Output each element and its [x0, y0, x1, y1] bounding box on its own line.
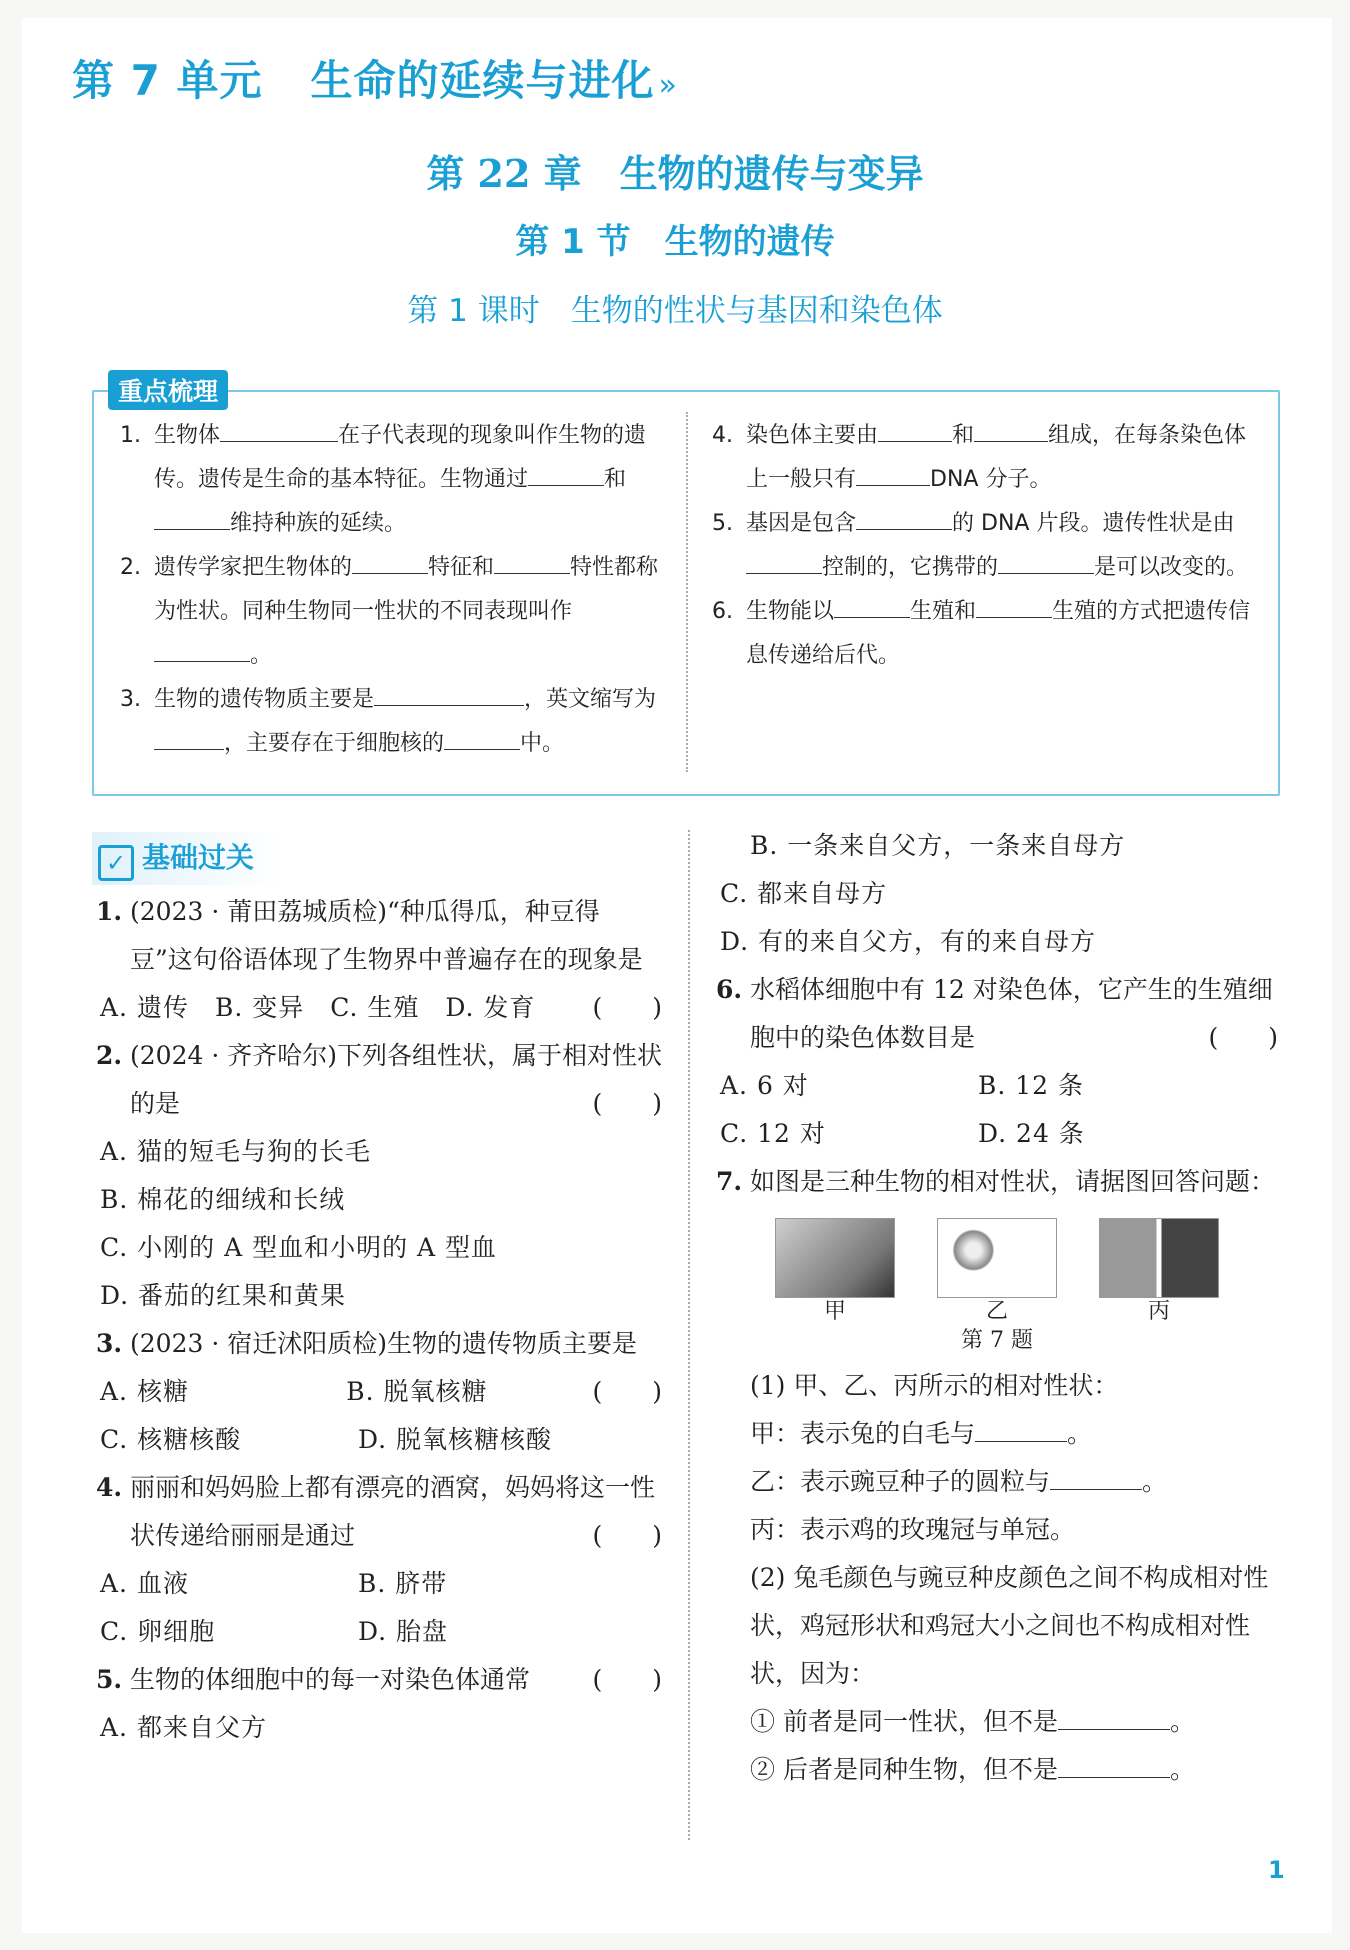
- option-b: B. 脱氧核糖: [346, 1377, 488, 1406]
- key-point-1: 1. 生物体 在子代表现的现象叫作生物的遗传。遗传是生命的基本特征。生物通过 和维持种族的延续。: [120, 414, 660, 546]
- question-7-figures: [716, 1218, 1278, 1326]
- figure-combs: 丙: [1099, 1218, 1219, 1326]
- question-7-part-2: (2) 兔毛颜色与豌豆种皮颜色之间不构成相对性状，鸡冠形状和鸡冠大小之间也不构成相对性状，因为：: [750, 1563, 1269, 1688]
- key-points-right: [712, 414, 1260, 678]
- question-7-part-1: (1) 甲、乙、丙所示的相对性状：: [750, 1371, 1119, 1400]
- blank-line-1: 甲：表示兔的白毛与 。: [716, 1410, 1278, 1458]
- chicken-comb-photo: [1099, 1218, 1219, 1298]
- option-d: D. 脱氧核糖核酸: [358, 1425, 553, 1454]
- page-number: 1: [1268, 1856, 1285, 1884]
- fill-blank[interactable]: [528, 459, 604, 486]
- fill-blank[interactable]: [220, 415, 338, 442]
- fill-blank[interactable]: [746, 547, 822, 574]
- option-d: D. 胎盘: [358, 1617, 449, 1646]
- option-d: D. 番茄的红果和黄果: [100, 1281, 347, 1310]
- question-2: 2. (2024 · 齐齐哈尔)下列各组性状，属于相对性状的是 ( ): [96, 1032, 662, 1128]
- options-ab: [96, 1560, 662, 1608]
- fill-blank[interactable]: [154, 635, 250, 662]
- answer-parens[interactable]: ( ): [592, 993, 662, 1022]
- fill-blank[interactable]: [878, 415, 952, 442]
- double-chevron-icon: »: [658, 68, 678, 103]
- fill-blank[interactable]: [834, 591, 910, 618]
- fill-blank[interactable]: [494, 547, 570, 574]
- question-4: 4. 丽丽和妈妈脸上都有漂亮的酒窝，妈妈将这一性状传递给丽丽是通过 ( ): [96, 1464, 662, 1560]
- figure-caption: 第 7 题: [961, 1328, 1033, 1353]
- pea-seeds-photo: [937, 1218, 1057, 1298]
- fill-blank[interactable]: [998, 547, 1094, 574]
- answer-parens[interactable]: ( ): [592, 1665, 662, 1694]
- option-b: B. 棉花的细绒和长绒: [100, 1185, 346, 1214]
- answer-parens[interactable]: ( ): [1208, 1023, 1278, 1052]
- questions-left-column: [96, 888, 662, 1752]
- checkbox-icon: ✓: [98, 845, 134, 881]
- answer-parens[interactable]: ( ): [592, 1521, 662, 1550]
- option-b: B. 12 条: [978, 1071, 1085, 1100]
- key-point-2: 2. 遗传学家把生物体的 特征和 特性都称为性状。同种生物同一性状的不同表现叫作。: [120, 546, 660, 678]
- options-cd: [96, 1608, 662, 1656]
- statement-line-3: 丙：表示鸡的玫瑰冠与单冠。: [750, 1515, 1076, 1544]
- question-5: 5. 生物的体细胞中的每一对染色体通常 ( ): [96, 1656, 662, 1704]
- key-points-tag: 重点梳理: [108, 370, 228, 410]
- key-point-4: 4. 染色体主要由 和 组成，在每条染色体上一般只有 DNA 分子。: [712, 414, 1260, 502]
- answer-parens[interactable]: ( ): [592, 1089, 662, 1118]
- question-1-options: A. 遗传 B. 变异 C. 生殖 D. 发育: [100, 993, 536, 1022]
- unit-number: 第 7 单元: [72, 56, 263, 105]
- fill-blank[interactable]: [1050, 1463, 1142, 1490]
- option-a: A. 核糖: [100, 1377, 189, 1406]
- key-point-3: 3. 生物的遗传物质主要是 ，英文缩写为，主要存在于细胞核的 中。: [120, 678, 660, 766]
- figure-rabbits: 甲: [775, 1218, 895, 1326]
- options-ab: [96, 1368, 592, 1416]
- option-c: C. 12 对: [720, 1119, 826, 1148]
- blank-line-2: 乙：表示豌豆种子的圆粒与 。: [716, 1458, 1278, 1506]
- section-title: 第 1 节 生物的遗传: [515, 222, 835, 262]
- fill-blank[interactable]: [1058, 1703, 1170, 1730]
- fill-blank[interactable]: [856, 459, 930, 486]
- options-cd: [96, 1416, 662, 1464]
- fill-blank[interactable]: [976, 591, 1052, 618]
- unit-title: 生命的延续与进化: [310, 56, 655, 105]
- key-point-6: 6. 生物能以 生殖和 生殖的方式把遗传信息传递给后代。: [712, 590, 1260, 678]
- rabbit-photo: [775, 1218, 895, 1298]
- option-b: B. 一条来自父方，一条来自母方: [750, 831, 1126, 860]
- fill-blank[interactable]: [154, 723, 224, 750]
- question-6: 6. 水稻体细胞中有 12 对染色体，它产生的生殖细胞中的染色体数目是 ( ): [716, 966, 1278, 1062]
- chapter-title: 第 22 章 生物的遗传与变异: [426, 151, 924, 196]
- fill-blank[interactable]: [154, 503, 230, 530]
- column-divider: [688, 830, 690, 1840]
- blank-line-5: ② 后者是同种生物，但不是 。: [716, 1746, 1278, 1794]
- option-c: C. 都来自母方: [720, 879, 888, 908]
- option-c: C. 卵细胞: [100, 1617, 216, 1646]
- fill-blank[interactable]: [1058, 1751, 1170, 1778]
- unit-heading: [72, 48, 678, 108]
- blank-line-4: ① 前者是同一性状，但不是 。: [716, 1698, 1278, 1746]
- question-7: 7. 如图是三种生物的相对性状，请据图回答问题：: [716, 1167, 1276, 1196]
- option-a: A. 6 对: [720, 1071, 809, 1100]
- options-cd: [716, 1110, 1278, 1158]
- option-c: C. 小刚的 A 型血和小明的 A 型血: [100, 1233, 498, 1262]
- options-ab: [716, 1062, 1278, 1110]
- option-a: A. 都来自父方: [100, 1713, 267, 1742]
- fill-blank[interactable]: [974, 415, 1048, 442]
- basics-title: 基础过关: [142, 841, 255, 874]
- lesson-title: 第 1 课时 生物的性状与基因和染色体: [407, 293, 943, 329]
- questions-right-column: [716, 822, 1278, 1794]
- fill-blank[interactable]: [444, 723, 520, 750]
- fill-blank[interactable]: [352, 547, 428, 574]
- fill-blank[interactable]: [975, 1415, 1067, 1442]
- option-d: D. 24 条: [978, 1119, 1085, 1148]
- option-d: D. 有的来自父方，有的来自母方: [720, 927, 1097, 956]
- key-points-divider: [686, 412, 688, 772]
- figure-peas: 乙: [937, 1218, 1057, 1326]
- option-b: B. 脐带: [358, 1569, 448, 1598]
- option-a: A. 猫的短毛与狗的长毛: [100, 1137, 371, 1166]
- fill-blank[interactable]: [856, 503, 952, 530]
- option-c: C. 核糖核酸: [100, 1425, 242, 1454]
- question-3: 3. (2023 · 宿迁沭阳质检)生物的遗传物质主要是 ( ): [96, 1320, 662, 1368]
- answer-parens[interactable]: ( ): [592, 1377, 662, 1406]
- question-1: 1. (2023 · 莆田荔城质检)“种瓜得瓜，种豆得豆”这句俗语体现了生物界中普遍存在的现象是 ( ): [96, 888, 662, 984]
- basics-section-tag: [92, 832, 280, 885]
- fill-blank[interactable]: [374, 679, 524, 706]
- key-point-5: 5. 基因是包含 的 DNA 片段。遗传性状是由控制的，它携带的 是可以改变的。: [712, 502, 1260, 590]
- key-points-left: [120, 414, 660, 766]
- option-a: A. 血液: [100, 1569, 189, 1598]
